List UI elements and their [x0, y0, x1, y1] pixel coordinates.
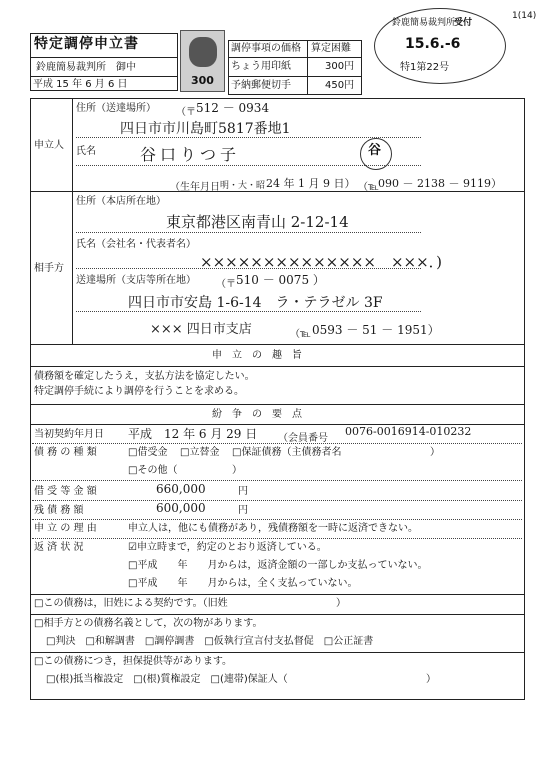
respondent-name: ×××××××××××××× ×××．)	[200, 253, 443, 271]
receipt-stamp-number: 特1第22号	[400, 62, 450, 73]
repayment-label: 返 済 状 況	[34, 542, 84, 553]
fee-table-row2-value: 450円	[325, 80, 355, 91]
debt-type-guarantee: □保証債務（主債務者名	[232, 447, 342, 458]
repayment-option-1: ☑申立時まで，約定のとおり返済している。	[128, 542, 327, 553]
purpose-line-2: 特定調停手続により調停を行うことを求める。	[34, 386, 244, 397]
receipt-stamp-date: 15.6.-6	[405, 36, 461, 52]
dispute-heading: 紛 争 の 要 点	[212, 409, 302, 420]
personal-seal-char: 谷	[368, 143, 382, 158]
member-number-label: （会員番号	[278, 433, 328, 444]
debt-type-label: 債 務 の 種 類	[34, 447, 97, 458]
loan-amount-label: 借 受 等 金 額	[34, 486, 97, 497]
fee-table-header-1: 調停事項の価格	[231, 43, 301, 54]
loan-amount-yen: 円	[238, 486, 248, 497]
fee-table-row1-label: ちょう用印紙	[231, 61, 291, 72]
maiden-name-close: ）	[336, 598, 346, 609]
respondent-service-label: 送達場所（支店等所在地）	[76, 275, 196, 286]
respondent-tel: 0593 － 51 － 1951）	[312, 323, 440, 337]
applicant-tel: 090 － 2138 － 9119）	[378, 177, 502, 190]
birth-date: 24 年 1 月 9 日）	[266, 177, 356, 190]
applicant-name-label: 氏名	[76, 146, 96, 157]
fee-table-row2-label: 予納郵便切手	[231, 80, 291, 91]
respondent-hq-label: 住所（本店所在地）	[76, 196, 166, 207]
respondent-name-label: 氏名（会社名・代表者名）	[76, 239, 196, 250]
debt-type-other: □その他（	[128, 465, 178, 476]
applicant-postal-prefix: （〒	[176, 107, 196, 118]
security-intro: □この債務につき，担保提供等があります。	[34, 656, 233, 667]
balance-label: 残 債 務 額	[34, 505, 84, 516]
revenue-stamp-value: 300	[191, 74, 214, 87]
debt-type-advance: □立替金	[180, 447, 220, 458]
revenue-stamp-flower-icon	[189, 37, 217, 67]
court-name: 鈴鹿簡易裁判所 御中	[36, 62, 136, 73]
reason-label: 申 立 の 理 由	[34, 523, 97, 534]
fee-table-header-2: 算定困難	[311, 43, 351, 54]
balance-amount: 600,000	[156, 501, 206, 515]
balance-yen: 円	[238, 505, 248, 516]
applicant-name: 谷口りつ子	[140, 145, 241, 164]
repayment-option-2: □平成 年 月からは，返済金額の一部しか支払っていない。	[128, 560, 428, 571]
birth-era: 明・大・昭	[220, 181, 266, 191]
contract-date: 12 年 6 月 29 日	[164, 427, 258, 441]
applicant-address-label: 住所（送達場所）	[76, 103, 156, 114]
applicant-address: 四日市市川島町5817番地1	[120, 121, 291, 137]
debt-type-other-close: ）	[232, 465, 242, 476]
repayment-option-3: □平成 年 月からは，全く支払っていない。	[128, 578, 358, 589]
security-options: □(根)抵当権設定 □(根)質権設定 □(連帯)保証人（	[46, 674, 288, 685]
contract-era: 平成	[128, 427, 153, 441]
purpose-heading: 申 立 の 趣 旨	[212, 350, 302, 361]
contract-date-label: 当初契約年月日	[34, 429, 104, 440]
revenue-stamp	[180, 30, 225, 92]
applicant-postal: 512 － 0934	[196, 101, 270, 115]
respondent-postal: 510 － 0075 ）	[236, 273, 325, 287]
maiden-name-option: □この債務は，旧姓による契約です。（旧姓	[34, 598, 228, 609]
title-docs-options: □判決 □和解調書 □調停調書 □仮執行宣言付支払督促 □公正証書	[46, 636, 374, 647]
document-title: 特定調停申立書	[34, 36, 139, 52]
fee-table-row1-value: 300円	[325, 61, 355, 72]
title-docs-intro: □相手方との債務名義として，次の物があります。	[34, 618, 263, 629]
purpose-line-1: 債務額を確定したうえ，支払方法を協定したい。	[34, 371, 255, 382]
corner-mark: 1(14)	[512, 11, 537, 21]
debt-type-guarantee-close: ）	[430, 447, 440, 458]
applicant-tel-prefix: （℡	[358, 182, 379, 193]
receipt-stamp-label: 受付	[454, 18, 473, 28]
birth-prefix: （生年月日	[170, 182, 220, 193]
respondent-label: 相手方	[34, 263, 64, 274]
loan-amount: 660,000	[156, 482, 206, 496]
respondent-hq: 東京都港区南青山 2-12-14	[166, 213, 349, 231]
respondent-service-address: 四日市市安島 1-6-14 ラ・テラゼル 3F	[128, 295, 383, 311]
reason-text: 申立人は，他にも債務があり，残債務額を一時に返済できない。	[128, 523, 418, 534]
member-number: 0076-0016914-010232	[345, 425, 472, 438]
receipt-stamp-court: 鈴鹿簡易裁判所	[392, 18, 456, 28]
filing-date: 平成 15 年 6 月 6 日	[33, 79, 128, 90]
security-close: ）	[426, 674, 436, 685]
respondent-postal-prefix: （〒	[216, 279, 236, 290]
respondent-branch: ××× 四日市支店	[150, 322, 252, 337]
applicant-label: 申立人	[34, 140, 64, 151]
debt-type-loan: □借受金	[128, 447, 168, 458]
respondent-tel-prefix: （℡	[290, 329, 311, 340]
